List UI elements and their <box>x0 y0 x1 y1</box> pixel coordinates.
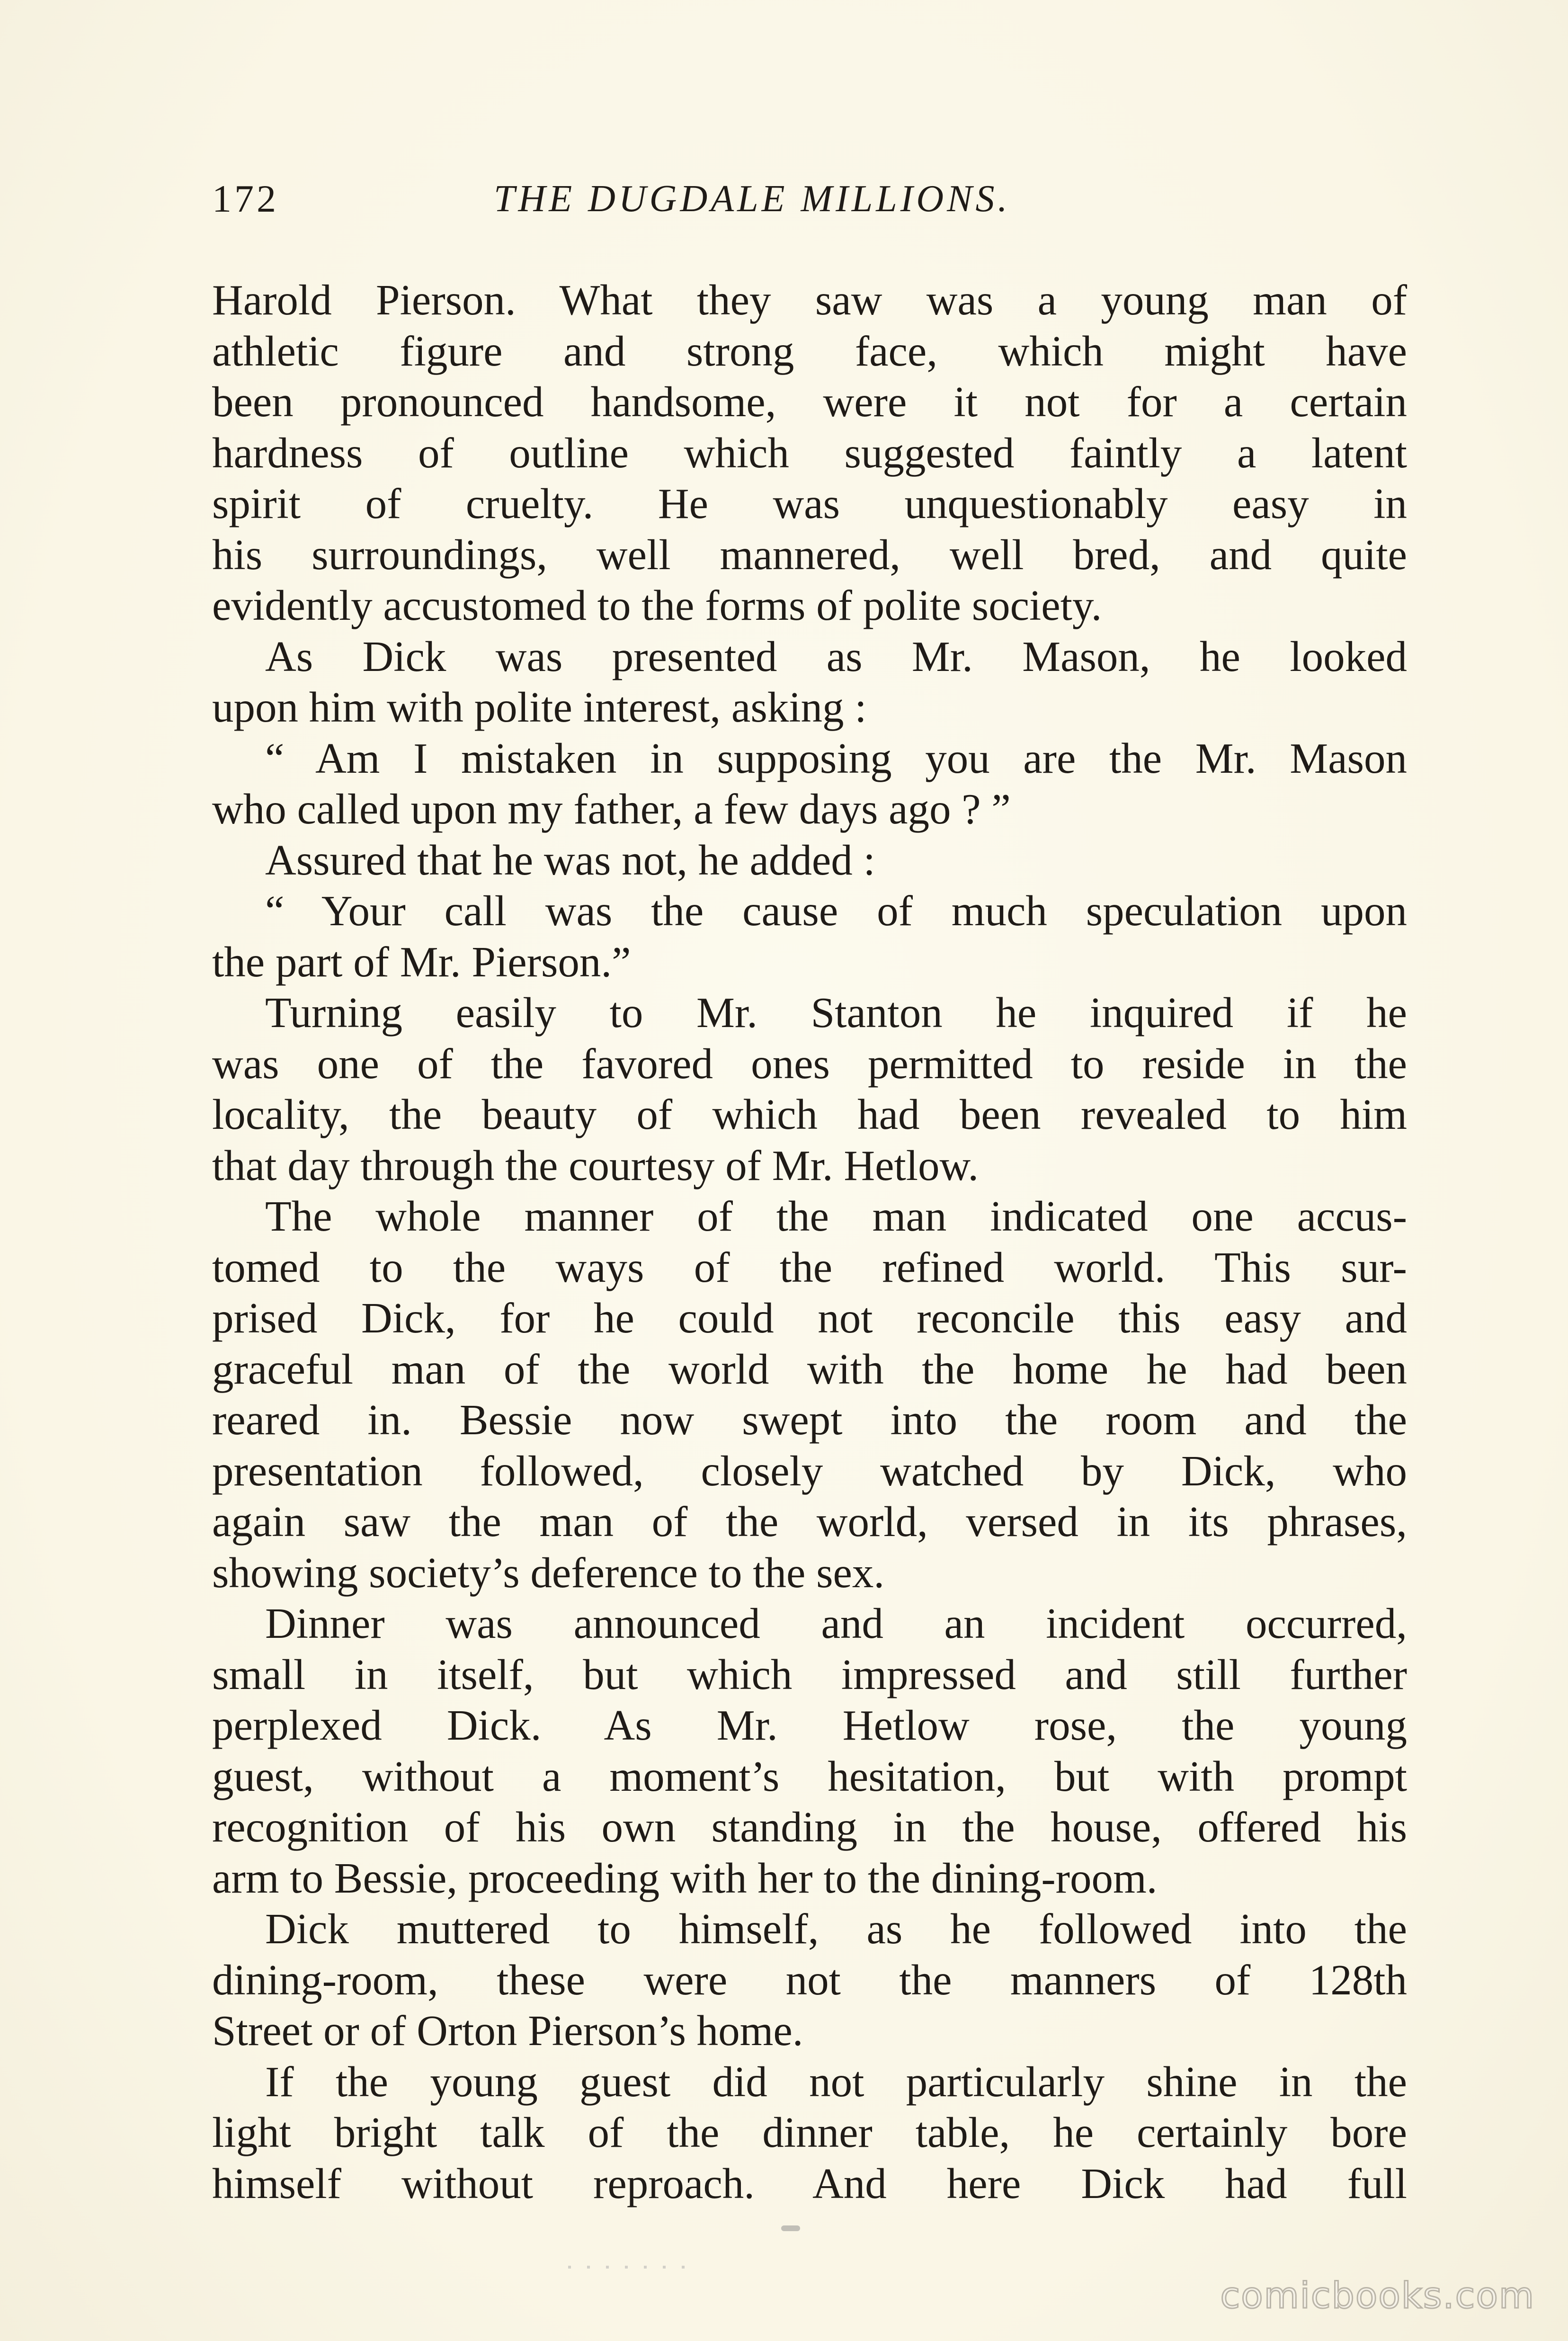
text-line: small in itself, but which impressed and still further <box>212 1650 1407 1698</box>
text-line: “ Your call was the cause of much speculation upon <box>265 887 1407 935</box>
text-line: showing society’s deference to the sex. <box>212 1548 885 1597</box>
watermark: comicbooks.com <box>1220 2274 1535 2316</box>
text-line: locality, the beauty of which had been revealed to him <box>212 1090 1407 1138</box>
text-line: Dick muttered to himself, as he followed into the <box>265 1905 1407 1953</box>
text-line: Street or of Orton Pierson’s home. <box>212 2007 803 2055</box>
text-line: the part of Mr. Pierson.” <box>212 938 631 986</box>
text-line: As Dick was presented as Mr. Mason, he looked <box>265 632 1407 680</box>
text-line: that day through the courtesy of Mr. Hetlow. <box>212 1141 979 1189</box>
text-line: reared in. Bessie now swept into the room and the <box>212 1396 1407 1444</box>
text-line: arm to Bessie, proceeding with her to the dining-room. <box>212 1854 1158 1902</box>
body-text <box>212 275 1407 2209</box>
text-line: dining-room, these were not the manners of 128th <box>212 1956 1407 2004</box>
text-line: athletic figure and strong face, which might have <box>212 327 1407 375</box>
text-line: Turning easily to Mr. Stanton he inquired if he <box>265 989 1407 1036</box>
text-line: was one of the favored ones permitted to reside in the <box>212 1039 1407 1088</box>
text-line: himself without reproach. And here Dick had full <box>212 2159 1407 2207</box>
text-line: been pronounced handsome, were it not for a certain <box>212 378 1407 426</box>
text-line: spirit of cruelty. He was unquestionably easy in <box>212 480 1407 527</box>
text-line: guest, without a moment’s hesitation, but with prompt <box>212 1752 1407 1800</box>
text-line: again saw the man of the world, versed in its phrases, <box>212 1498 1407 1546</box>
text-line: perplexed Dick. As Mr. Hetlow rose, the young <box>212 1701 1407 1749</box>
text-line: Assured that he was not, he added : <box>265 836 875 884</box>
stray-ink-dots <box>568 2266 701 2269</box>
text-line: prised Dick, for he could not reconcile this easy and <box>212 1294 1407 1342</box>
text-line: graceful man of the world with the home he had been <box>212 1345 1407 1393</box>
text-line: Dinner was announced and an incident occurred, <box>265 1599 1407 1647</box>
text-line: tomed to the ways of the refined world. This sur- <box>212 1243 1407 1291</box>
text-line: upon him with polite interest, asking : <box>212 683 867 731</box>
printer-mark <box>781 2225 800 2231</box>
page-number: 172 <box>212 177 279 220</box>
text-line: hardness of outline which suggested faintly a latent <box>212 429 1407 477</box>
text-line: recognition of his own standing in the house, offered his <box>212 1803 1407 1851</box>
text-line: If the young guest did not particularly shine in the <box>265 2057 1407 2106</box>
text-line: evidently accustomed to the forms of polite society. <box>212 581 1102 629</box>
text-line: Harold Pierson. What they saw was a young man of <box>212 276 1407 324</box>
text-line: his surroundings, well mannered, well bred, and quite <box>212 530 1407 579</box>
text-line: The whole manner of the man indicated one accus- <box>265 1192 1407 1240</box>
page-header <box>212 173 1407 225</box>
text-line: presentation followed, closely watched by Dick, who <box>212 1447 1407 1495</box>
text-line: light bright talk of the dinner table, he certainly bore <box>212 2109 1407 2156</box>
running-title: THE DUGDALE MILLIONS. <box>494 178 1011 220</box>
text-line: who called upon my father, a few days ago ? ” <box>212 785 1011 833</box>
text-line: “ Am I mistaken in supposing you are the Mr. Mason <box>265 734 1407 782</box>
